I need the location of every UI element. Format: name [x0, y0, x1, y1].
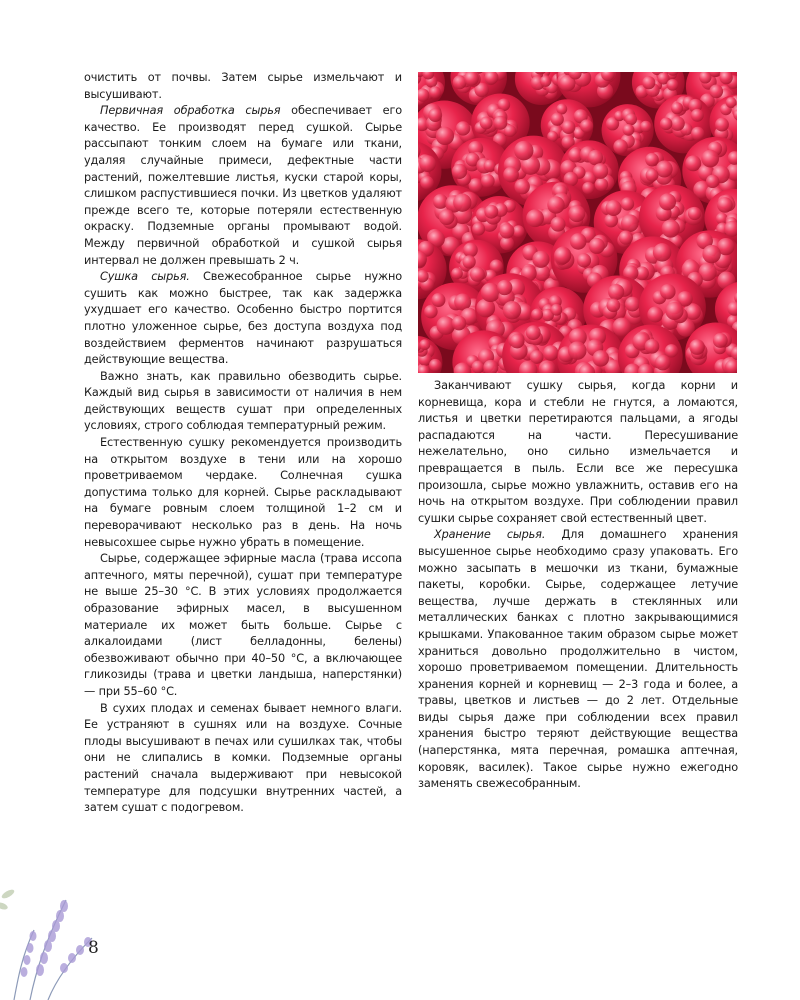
paragraph-lead: Первичная обработка сырья: [100, 104, 281, 118]
page-number: 8: [88, 938, 99, 958]
raspberries-photo: [418, 72, 737, 373]
paragraph: В сухих плодах и семенах бывает немного влаги. Ее устраняют в сушнях или на воздухе. Сочные плоды высушивают в печах или сушилках так, чтобы они не слипались в комки. Подземные органы растений сначала выдерживают при невысокой температуре для подсушки внутренних частей, а затем сушат с подогревом.: [84, 701, 402, 815]
paragraph: очистить от почвы. Затем сырье измельчают и высушивают.: [84, 71, 402, 101]
lavender-decoration-icon: [0, 860, 110, 1000]
paragraph: Заканчивают сушку сырья, когда корни и корневища, кора и стебли не гнутся, а ломаются, листья и цветки перетираются пальцами, а ягоды распадаются на части. Пересушивание нежелательно, оно сильно измельчается и превращается в пыль. Если все же пересушка произошла, сырье можно увлажнить, оставив его на ночь на открытом воздухе. При соблюдении правил сушки сырье сохраняет свой естественный цвет.: [418, 379, 738, 525]
paragraph: Хранение сырья. Для домашнего хранения высушенное сырье необходимо сразу упаковать. Его можно засыпать в мешочки из ткани, бумажные пакеты, коробки. Сырье, содержащее летучие вещества, лучше держать в стеклянных или металлических банках с плотно закрывающимися крышками. Упакованное таким образом сырье может храниться довольно продолжительно в чистом, хорошо проветриваемом помещении. Длительность хранения корней и корневищ — 2–3 года и более, а травы, цветков и листьев — до 2 лет. Отдельные виды сырья даже при соблюдении всех правил хранения быстро теряют действующие вещества (наперстянка, мята перечная, ромашка аптечная, коровяк, василек). Такое сырье нужно ежегодно заменять свежесобранным.: [418, 528, 738, 791]
paragraph-lead: Сушка сырья.: [100, 270, 190, 284]
right-text-column: [418, 378, 738, 793]
left-text-column: [84, 70, 402, 817]
paragraph: Важно знать, как правильно обезводить сырье. Каждый вид сырья в зависимости от наличия в нем действующих веществ сушат при определенных условиях, строго соблюдая температурный режим.: [84, 369, 402, 433]
paragraph: Сушка сырья. Свежесобранное сырье нужно сушить как можно быстрее, так как задержка ухудшает его качество. Особенно быстро портится плотно уложенное сырье, без доступа воздуха под воздействием ферментов начинают разрушаться действующие вещества.: [84, 270, 403, 367]
paragraph: Естественную сушку рекомендуется производить на открытом воздухе в тени или на хорошо проветриваемом чердаке. Солнечная сушка допустима только для корней. Сырье раскладывают на бумаге ровным слоем толщиной 1–2 см и переворачивают несколько раз в день. На ночь невысохшее сырье нужно убрать в помещение.: [84, 436, 402, 549]
paragraph: Первичная обработка сырья обеспечивает его качество. Ее производят перед сушкой. Сырье рассыпают тонким слоем на бумаге или ткани, удаляя случайные примеси, дефектные части растений, пожелтевшие листья, куски старой коры, слишком распустившиеся почки. Из цветков удаляют прежде всего те, которые потеряли естественную окраску. Подземные органы промывают водой. Между первичной обработкой и сушкой сырья интервал не должен превышать 2 ч.: [84, 104, 403, 267]
paragraph-lead: Хранение сырья.: [434, 528, 546, 542]
paragraph: Сырье, содержащее эфирные масла (трава иссопа аптечного, мяты перечной), сушат при температуре не выше 25–30 °С. В этих условиях продолжается образование эфирных масел, в высушенном материале их может быть больше. Сырье с алкалоидами (лист белладонны, белены) обезвоживают обычно при 40–50 °С, а включающее гликозиды (трава и цветки ландыша, наперстянки) — при 55–60 °С.: [84, 552, 402, 698]
